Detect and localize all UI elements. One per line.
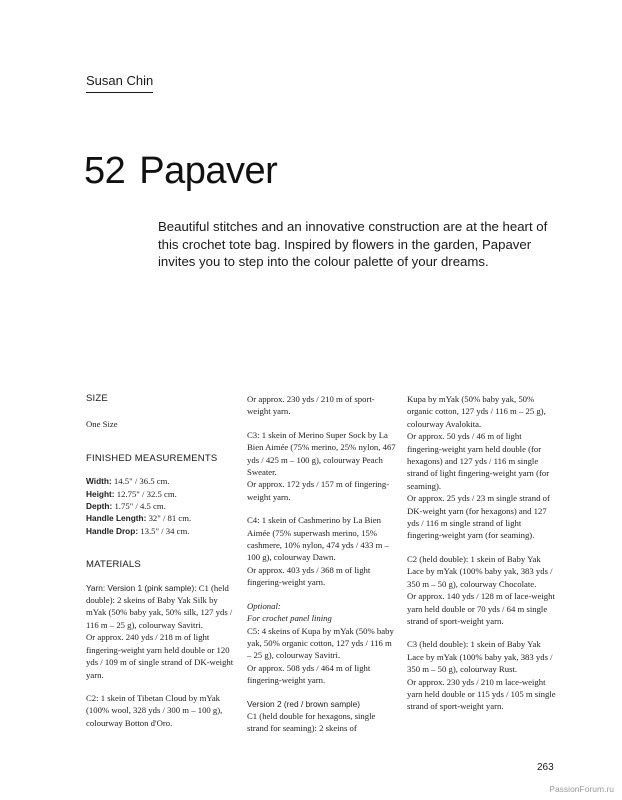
measurements-heading: FINISHED MEASUREMENTS bbox=[86, 452, 218, 464]
materials-v2-c1-alt: Or approx. 50 yds / 46 m of light fingering-weight yarn held double (for hexagons) and 127 yds / 116 m single strand of light fingering-weight yarn (for seaming). bbox=[407, 431, 550, 491]
materials-v2-c1-alt2: Or approx. 25 yds / 23 m single strand of DK-weight yarn (for hexagons) and 127 yds / 116 m single strand of light fingering-weight yarn (for seaming). bbox=[407, 493, 550, 541]
optional-sublabel: For crochet panel lining bbox=[247, 613, 332, 624]
measurement-width: Width: 14.5" / 36.5 cm. bbox=[86, 476, 170, 487]
materials-v2-c1: C1 (held double for hexagons, single strand for seaming): 2 skeins of bbox=[247, 710, 376, 734]
materials-v1-c3: C3: 1 skein of Merino Super Sock by La Bien Aimée (75% merino, 25% nylon, 467 yds / 425 m – 100 g), colourway Peach Sweater. bbox=[247, 429, 396, 478]
intro-paragraph: Beautiful stitches and an innovative construction are at the heart of this crochet tote bag. Inspired by flowers in the garden, Papaver invites you to step into the colour palette of your dreams. bbox=[158, 219, 548, 269]
column-2 bbox=[247, 393, 397, 735]
materials-v2-c3: C3 (held double): 1 skein of Baby Yak Lace by mYak (100% baby yak, 383 yds / 350 m – 50 g), colourway Rust. bbox=[407, 639, 553, 675]
measurement-handle-drop: Handle Drop: 13.5" / 34 cm. bbox=[86, 525, 190, 536]
materials-v1-c1: Yarn: Version 1 (pink sample): C1 (held double): 2 skeins of Baby Yak Silk by mYak (50% baby yak, 50% silk, 127 yds / 116 m – 25 g), colourway Savitri. bbox=[86, 582, 233, 630]
measurement-handle-length: Handle Length: 32" / 81 cm. bbox=[86, 513, 192, 524]
author-name: Susan Chin bbox=[86, 73, 153, 93]
materials-heading: MATERIALS bbox=[86, 559, 141, 571]
column-1 bbox=[86, 393, 238, 729]
materials-v2-c3-alt: Or approx. 230 yds / 210 m lace-weight yarn held double or 115 yds / 105 m single strand of sport-weight yarn. bbox=[407, 676, 556, 712]
materials-v1-c4: C4: 1 skein of Cashmerino by La Bien Aimée (75% superwash merino, 15% cashmere, 10% nylon, 474 yds / 433 m – 100 g), colourway Dawn. bbox=[247, 515, 389, 563]
pattern-number: 52 bbox=[84, 150, 126, 192]
optional-label: Optional: bbox=[247, 600, 281, 611]
materials-v1-c5: C5: 4 skeins of Kupa by mYak (50% baby yak, 50% organic cotton, 127 yds / 116 m – 25 g), colourway Savitri. bbox=[247, 625, 394, 661]
materials-v1-c4-alt: Or approx. 403 yds / 368 m of light fingering-weight yarn. bbox=[247, 564, 371, 588]
size-value: One Size bbox=[86, 419, 118, 430]
pattern-name: Papaver bbox=[139, 150, 278, 192]
size-heading: SIZE bbox=[86, 393, 108, 404]
materials-v1-c5-alt: Or approx. 508 yds / 464 m of light fingering-weight yarn. bbox=[247, 662, 371, 686]
materials-v1-c2: C2: 1 skein of Tibetan Cloud by mYak (100% wool, 328 yds / 300 m – 100 g), colourway Botton d'Oro. bbox=[86, 692, 223, 728]
watermark: PassionForum.ru bbox=[549, 784, 614, 794]
materials-v2-c2-alt: Or approx. 140 yds / 128 m of lace-weight yarn held double or 70 yds / 64 m single strand of sport-weight yarn. bbox=[407, 591, 555, 626]
measurement-depth: Depth: 1.75" / 4.5 cm. bbox=[86, 501, 166, 512]
column-3 bbox=[407, 393, 557, 713]
materials-v1-c1-alt: Or approx. 240 yds / 218 m of light fingering-weight yarn held double or 120 yds / 109 m of single strand of DK-weight yarn. bbox=[86, 632, 234, 680]
materials-v2-c1-cont: Kupa by mYak (50% baby yak, 50% organic cotton, 127 yds / 116 m – 25 g), colourway Avalokita. bbox=[407, 394, 546, 429]
pattern-title bbox=[84, 150, 277, 193]
materials-v1-c2-alt: Or approx. 230 yds / 210 m of sport-weight yarn. bbox=[247, 394, 375, 417]
materials-v2-c2: C2 (held double): 1 skein of Baby Yak Lace by mYak (100% baby yak, 383 yds / 350 m – 50 g), colourway Chocolate. bbox=[407, 553, 553, 589]
page-number: 263 bbox=[537, 762, 554, 773]
version-2-label: Version 2 (red / brown sample) bbox=[247, 698, 360, 709]
measurement-height: Height: 12.75" / 32.5 cm. bbox=[86, 488, 177, 499]
materials-v1-c3-alt: Or approx. 172 yds / 157 m of fingering-weight yarn. bbox=[247, 479, 390, 502]
